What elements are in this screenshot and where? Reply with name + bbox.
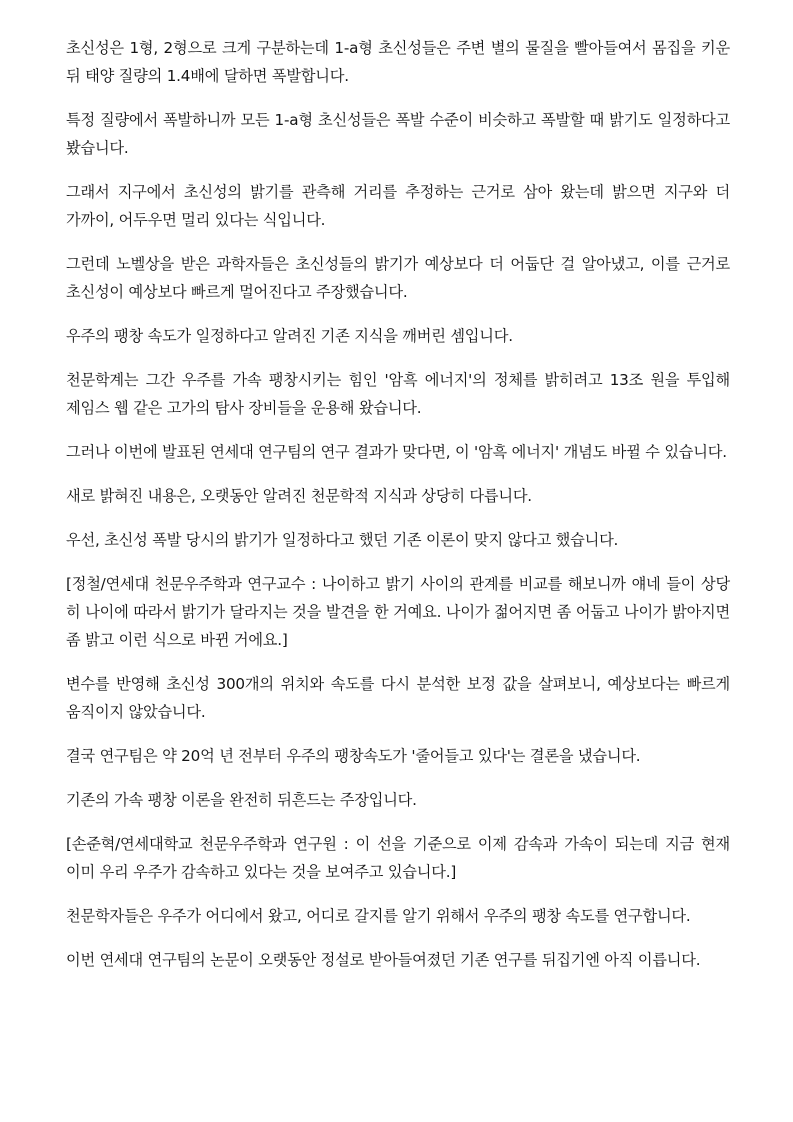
paragraph-1: 초신성은 1형, 2형으로 크게 구분하는데 1-a형 초신성들은 주변 별의 물질을 빨아들여서 몸집을 키운 뒤 태양 질량의 1.4배에 달하면 폭발합니다.: [66, 39, 730, 85]
paragraph-16: 이번 연세대 연구팀의 논문이 오랫동안 정설로 받아들여졌던 기존 연구를 뒤집기엔 아직 이릅니다.: [66, 951, 701, 969]
paragraph-2: 특정 질량에서 폭발하니까 모든 1-a형 초신성들은 폭발 수준이 비슷하고 폭발할 때 밝기도 일정하다고 봤습니다.: [66, 111, 730, 157]
paragraph-15: 천문학자들은 우주가 어디에서 왔고, 어디로 갈지를 알기 위해서 우주의 팽창 속도를 연구합니다.: [66, 907, 691, 925]
paragraph-5: 우주의 팽창 속도가 일정하다고 알려진 기존 지식을 깨버린 셈입니다.: [66, 327, 513, 345]
paragraph-7: 그러나 이번에 발표된 연세대 연구팀의 연구 결과가 맞다면, 이 '암흑 에너지' 개념도 바뀔 수 있습니다.: [66, 443, 727, 461]
paragraph-4: 그런데 노벨상을 받은 과학자들은 초신성들의 밝기가 예상보다 더 어둡단 걸 알아냈고, 이를 근거로 초신성이 예상보다 빠르게 멀어진다고 주장했습니다.: [66, 255, 730, 301]
article-body: [66, 34, 730, 990]
paragraph-11: 변수를 반영해 초신성 300개의 위치와 속도를 다시 분석한 보정 값을 살펴보니, 예상보다는 빠르게 움직이지 않았습니다.: [66, 675, 730, 721]
paragraph-12: 결국 연구팀은 약 20억 년 전부터 우주의 팽창속도가 '줄어들고 있다'는 결론을 냈습니다.: [66, 747, 641, 765]
quote-researcher: [손준혁/연세대학교 천문우주학과 연구원 : 이 선을 기준으로 이제 감속과 가속이 되는데 지금 현재 이미 우리 우주가 감속하고 있다는 것을 보여주고 있습니다.]: [66, 835, 730, 881]
paragraph-6: 천문학계는 그간 우주를 가속 팽창시키는 힘인 '암흑 에너지'의 정체를 밝히려고 13조 원을 투입해 제임스 웹 같은 고가의 탐사 장비들을 운용해 왔습니다.: [66, 371, 730, 417]
paragraph-9: 우선, 초신성 폭발 당시의 밝기가 일정하다고 했던 기존 이론이 맞지 않다고 했습니다.: [66, 531, 619, 549]
quote-professor: [정철/연세대 천문우주학과 연구교수 : 나이하고 밝기 사이의 관계를 비교를 해보니까 얘네 들이 상당 히 나이에 따라서 밝기가 달라지는 것을 발견을 한 거예요. 나이가 젊어지면 좀 어둡고 나이가 밝아지면 좀 밝고 이런 식으로 바뀐 거에요.]: [66, 575, 730, 649]
paragraph-3: 그래서 지구에서 초신성의 밝기를 관측해 거리를 추정하는 근거로 삼아 왔는데 밝으면 지구와 더 가까이, 어두우면 멀리 있다는 식입니다.: [66, 183, 730, 229]
paragraph-13: 기존의 가속 팽창 이론을 완전히 뒤흔드는 주장입니다.: [66, 791, 417, 809]
paragraph-8: 새로 밝혀진 내용은, 오랫동안 알려진 천문학적 지식과 상당히 다릅니다.: [66, 487, 532, 505]
